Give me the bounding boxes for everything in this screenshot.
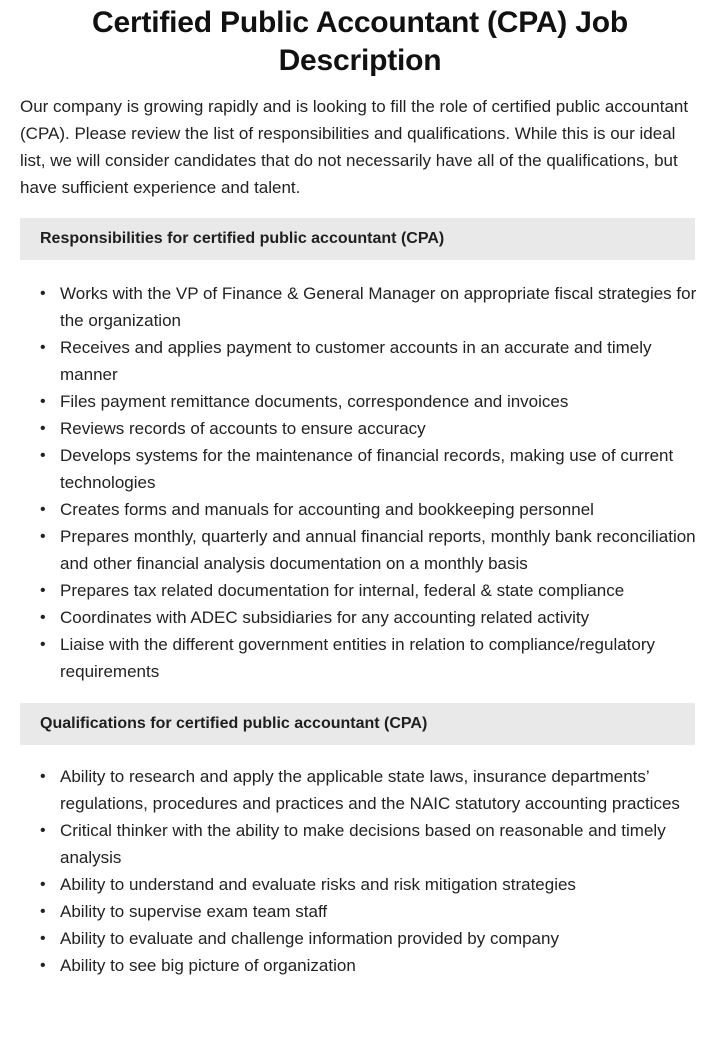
responsibility-item: • Receives and applies payment to customer accounts in an accurate and timely manner <box>40 334 700 388</box>
responsibilities-heading: Responsibilities for certified public accountant (CPA) <box>20 218 695 260</box>
page-title: Certified Public Accountant (CPA) Job Description <box>92 6 628 77</box>
responsibility-item: • Develops systems for the maintenance of financial records, making use of current technologies <box>40 442 700 496</box>
responsibility-item: • Prepares tax related documentation for internal, federal & state compliance <box>40 577 700 604</box>
qualifications-list <box>40 763 700 979</box>
responsibility-item: • Coordinates with ADEC subsidiaries for any accounting related activity <box>40 604 700 631</box>
qualification-item: • Ability to evaluate and challenge information provided by company <box>40 925 700 952</box>
qualification-item: • Ability to see big picture of organization <box>40 952 700 979</box>
responsibility-item: • Prepares monthly, quarterly and annual financial reports, monthly bank reconciliation and other financial analysis documentation on a monthly basis <box>40 523 700 577</box>
intro-paragraph: Our company is growing rapidly and is looking to fill the role of certified public accountant (CPA). Please review the list of responsibilities and qualifications. While this is our ideal list, we will consider candidates that do not necessarily have all of the qualifications, but have sufficient experience and talent. <box>20 97 689 197</box>
responsibility-item: • Liaise with the different government entities in relation to compliance/regulatory requirements <box>40 631 700 685</box>
qualification-item: • Ability to supervise exam team staff <box>40 898 700 925</box>
qualification-item: • Critical thinker with the ability to make decisions based on reasonable and timely analysis <box>40 817 700 871</box>
qualification-item: • Ability to understand and evaluate risks and risk mitigation strategies <box>40 871 700 898</box>
responsibility-item: • Reviews records of accounts to ensure accuracy <box>40 415 700 442</box>
responsibilities-list <box>40 280 700 685</box>
qualification-item: • Ability to research and apply the applicable state laws, insurance departments’ regulations, procedures and practices and the NAIC statutory accounting practices <box>40 763 700 817</box>
responsibility-item: • Files payment remittance documents, correspondence and invoices <box>40 388 700 415</box>
qualifications-heading: Qualifications for certified public accountant (CPA) <box>20 703 695 745</box>
responsibility-item: • Works with the VP of Finance & General Manager on appropriate fiscal strategies for the organization <box>40 280 700 334</box>
responsibility-item: • Creates forms and manuals for accounting and bookkeeping personnel <box>40 496 700 523</box>
